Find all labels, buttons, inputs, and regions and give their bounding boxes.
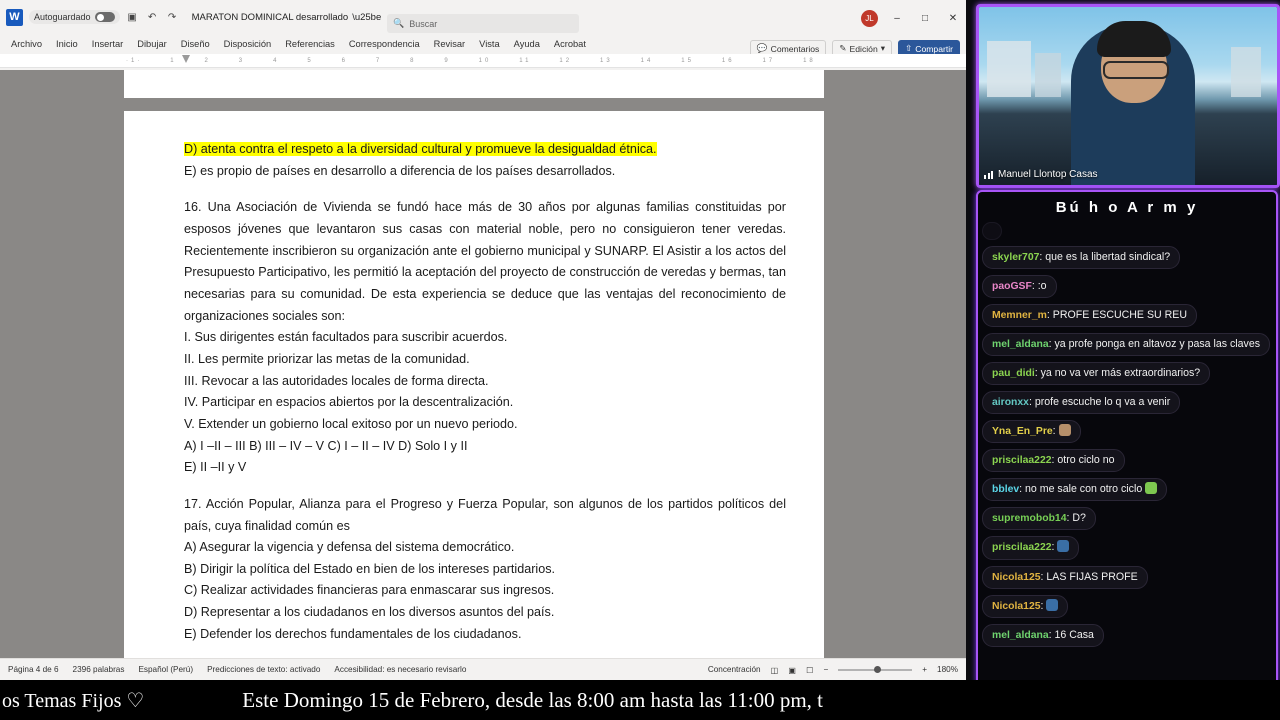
search-input[interactable] — [387, 14, 579, 33]
signal-bars-icon — [984, 170, 993, 179]
chat-text: : — [1051, 541, 1055, 554]
avatar[interactable]: JL — [861, 10, 878, 27]
chat-username: aironxx — [992, 397, 1029, 409]
chat-message — [982, 362, 1210, 385]
view-print-icon[interactable]: ▣ — [788, 665, 797, 675]
chat-text: : D? — [1066, 512, 1086, 525]
tab-referencias[interactable]: Referencias — [285, 39, 335, 49]
document-name[interactable] — [192, 12, 382, 23]
chat-username: Nicola125 — [992, 571, 1041, 583]
question-17-option-d: D) Representar a los ciudadanos en los diversos asuntos del país. — [184, 605, 555, 620]
word-logo-icon: W — [6, 9, 23, 26]
building-shape — [1035, 53, 1061, 97]
tab-archivo[interactable]: Archivo — [11, 39, 43, 49]
chat-text: : :o — [1031, 280, 1047, 293]
comment-icon: 💬 — [756, 43, 768, 53]
chat-message — [982, 333, 1270, 356]
tab-diseno[interactable]: Diseño — [180, 39, 210, 49]
webcam-feed — [976, 4, 1280, 188]
building-shape — [987, 41, 1031, 97]
highlighted-text: D) atenta contra el respeto a la diversidad cultural y promueve la desigualdad étnica. — [184, 142, 657, 156]
chat-username: supremobob14 — [992, 513, 1067, 525]
tab-inicio[interactable]: Inicio — [56, 39, 78, 49]
chat-message-list[interactable] — [978, 222, 1276, 647]
document-text — [184, 139, 786, 645]
chat-text: : ya no va ver más extraordinarios? — [1034, 367, 1201, 380]
zoom-out-button[interactable]: − — [823, 665, 829, 674]
chat-message — [982, 595, 1068, 618]
chevron-down-icon[interactable]: ▾ — [880, 43, 886, 53]
answer-option-e: E) es propio de países en desarrollo a diferencia de los países desarrollados. — [184, 163, 616, 178]
document-page[interactable] — [124, 111, 824, 658]
chat-panel[interactable] — [976, 190, 1278, 686]
chat-username: skyler707 — [992, 252, 1040, 263]
question-17-option-a: A) Asegurar la vigencia y defensa del sistema democrático. — [184, 540, 515, 555]
emote-icon — [1057, 540, 1069, 552]
tab-revisar[interactable]: Revisar — [433, 39, 466, 49]
autosave-toggle[interactable] — [29, 10, 120, 24]
question-16-item-1: I. Sus dirigentes están facultados para suscribir acuerdos. — [184, 330, 508, 345]
status-language[interactable]: Español (Perú) — [138, 665, 194, 674]
chat-text: : que es la libertad sindical? — [1039, 251, 1171, 263]
paragraph-spacer — [184, 479, 786, 494]
ticker-left-text: os Temas Fijos ♡ — [2, 689, 145, 712]
tab-disposicion[interactable]: Disposición — [223, 39, 272, 49]
status-prediction[interactable]: Predicciones de texto: activado — [207, 665, 321, 674]
document-canvas[interactable] — [0, 70, 966, 658]
person-hair — [1097, 21, 1171, 57]
chat-text: : otro ciclo no — [1051, 454, 1115, 467]
share-icon: ⇧ — [905, 43, 913, 53]
building-shape — [1231, 47, 1261, 97]
ruler[interactable] — [0, 54, 966, 68]
chat-message — [982, 246, 1180, 269]
question-16-item-2: II. Les permite priorizar las metas de la comunidad. — [184, 351, 470, 366]
tab-dibujar[interactable]: Dibujar — [137, 39, 167, 49]
chat-username: paoGSF — [992, 281, 1032, 293]
comments-label: Comentarios — [770, 43, 820, 54]
window-controls — [861, 10, 962, 27]
search-placeholder: Buscar — [409, 18, 438, 29]
chat-text: : profe escuche lo q va a venir — [1028, 396, 1171, 409]
webcam-background — [979, 7, 1277, 185]
status-right — [708, 665, 958, 675]
chat-text: : 16 Casa — [1048, 628, 1094, 641]
ruler-ticks: ·1· 1 2 3 4 5 6 7 8 9 10 11 12 13 14 15 16 17 18 — [126, 57, 816, 64]
emote-icon — [1145, 482, 1157, 494]
chat-message — [982, 507, 1096, 530]
question-17-option-e: E) Defender los derechos fundamentales de los ciudadanos. — [184, 626, 522, 641]
bottom-ticker — [0, 680, 1280, 720]
share-label: Compartir — [915, 43, 953, 54]
view-read-icon[interactable]: ◫ — [770, 665, 779, 675]
chat-message — [982, 222, 1002, 240]
chat-message — [982, 624, 1104, 647]
chat-username: Memner_m — [992, 310, 1047, 322]
autosave-switch-icon[interactable] — [95, 12, 115, 22]
minimize-button[interactable]: – — [894, 13, 900, 24]
chat-message — [982, 304, 1197, 327]
status-words[interactable]: 2396 palabras — [72, 665, 125, 674]
question-17-body: 17. Acción Popular, Alianza para el Progreso y Fuerza Popular, son algunos de los partidos políticos del país, cuya finalidad común es — [184, 496, 786, 533]
zoom-slider[interactable] — [838, 669, 912, 671]
chat-title: Bú h o A r m y — [1055, 199, 1199, 216]
answer-option-d-highlighted — [184, 139, 786, 161]
chat-message — [982, 478, 1167, 501]
search-icon: 🔍 — [393, 18, 405, 28]
tab-ayuda[interactable]: Ayuda — [513, 39, 540, 49]
chat-message — [982, 449, 1125, 472]
zoom-level[interactable]: 180% — [937, 665, 958, 674]
chat-text: : ya profe ponga en altavoz y pasa las claves — [1048, 338, 1261, 351]
status-bar — [0, 658, 966, 680]
status-page[interactable]: Página 4 de 6 — [8, 665, 59, 674]
paragraph-spacer — [184, 182, 786, 197]
question-16-item-5: V. Extender un gobierno local exitoso por un nuevo periodo. — [184, 416, 518, 431]
status-accessibility[interactable]: Accesibilidad: es necesario revisarlo — [334, 665, 467, 674]
emote-icon — [1059, 424, 1071, 436]
chat-text: : — [1040, 599, 1044, 612]
chat-username: Nicola125 — [992, 600, 1041, 612]
chat-text: : — [1052, 425, 1056, 438]
undo-icon[interactable]: ↶ — [147, 11, 157, 23]
chat-username: priscilaa222 — [992, 542, 1052, 554]
webcam-name-badge — [984, 169, 1098, 180]
chat-username: Yna_En_Pre — [992, 426, 1053, 438]
redo-icon[interactable]: ↷ — [167, 11, 177, 23]
chat-username: priscilaa222 — [992, 455, 1052, 467]
chat-username: mel_aldana — [992, 339, 1049, 351]
chat-username: pau_didi — [992, 368, 1035, 380]
question-17-option-c: C) Realizar actividades financieras para enmascarar sus ingresos. — [184, 583, 555, 598]
emote-icon — [1046, 599, 1058, 611]
question-16-body: 16. Una Asociación de Vivienda se fundó hace más de 30 años por algunas familias constituidas por esposos jóvenes que levantaron sus casas con material noble, pero no consiguieron tener veredas. Recientemente inscribieron su organización ante el gobierno municipal y SUNARP. El Asistir a los actos del Presupuesto Participativo, les permitió la aceptación del proyecto de construcción de veredas y bermas, tan necesarias para su comunidad. De esta experiencia se deduce que las ventajas del reconocimiento de organizaciones sociales son: — [184, 200, 786, 323]
chat-text: : no me sale con otro ciclo — [1019, 483, 1143, 496]
focus-mode-button[interactable]: Concentración — [707, 665, 761, 674]
close-button[interactable]: ✕ — [948, 13, 958, 24]
question-16-item-4: IV. Participar en espacios abiertos por la descentralización. — [184, 395, 514, 410]
word-titlebar — [0, 0, 966, 34]
chat-text: : PROFE ESCUCHE SU REU — [1046, 309, 1187, 322]
maximize-button[interactable]: □ — [921, 13, 929, 24]
ticker-main-text: Este Domingo 15 de Febrero, desde las 8:00 am hasta las 11:00 pm, t — [242, 687, 823, 712]
quick-access-toolbar — [29, 10, 180, 25]
autosave-label: Autoguardado — [34, 12, 91, 22]
stream-panel — [970, 0, 1280, 690]
tab-vista[interactable]: Vista — [479, 39, 500, 49]
person-glasses — [1103, 61, 1169, 79]
zoom-in-button[interactable]: + — [922, 665, 928, 674]
chat-message — [982, 566, 1148, 589]
editing-label: Edición — [849, 43, 878, 54]
chat-username: bblev — [992, 484, 1020, 496]
view-web-icon[interactable]: ☐ — [806, 665, 814, 675]
chevron-down-icon[interactable]: \u25be — [352, 11, 382, 23]
chat-message — [982, 275, 1057, 298]
tab-insertar[interactable]: Insertar — [91, 39, 124, 49]
chat-message — [982, 536, 1079, 559]
save-icon[interactable]: ▣ — [127, 11, 137, 23]
question-16-options-line-1: A) I –II – III B) III – IV – V C) I – II – IV D) Solo I y II — [184, 438, 468, 453]
previous-page-edge — [124, 70, 824, 98]
question-17-option-b: B) Dirigir la política del Estado en bien de los intereses partidarios. — [184, 561, 556, 576]
question-16-options-line-2: E) II –II y V — [184, 460, 247, 475]
tab-correspondencia[interactable]: Correspondencia — [348, 39, 420, 49]
chat-username: mel_aldana — [992, 629, 1049, 641]
chat-text: : LAS FIJAS PROFE — [1040, 570, 1138, 583]
chat-message — [982, 420, 1081, 443]
tab-acrobat[interactable]: Acrobat — [553, 39, 586, 49]
question-16-item-3: III. Revocar a las autoridades locales de forma directa. — [184, 373, 489, 388]
chat-message — [982, 391, 1180, 414]
webcam-name-label: Manuel Llontop Casas — [998, 169, 1098, 180]
document-name-label: MARATON DOMINICAL desarrollado — [191, 11, 349, 23]
pencil-icon: ✎ — [839, 43, 847, 53]
